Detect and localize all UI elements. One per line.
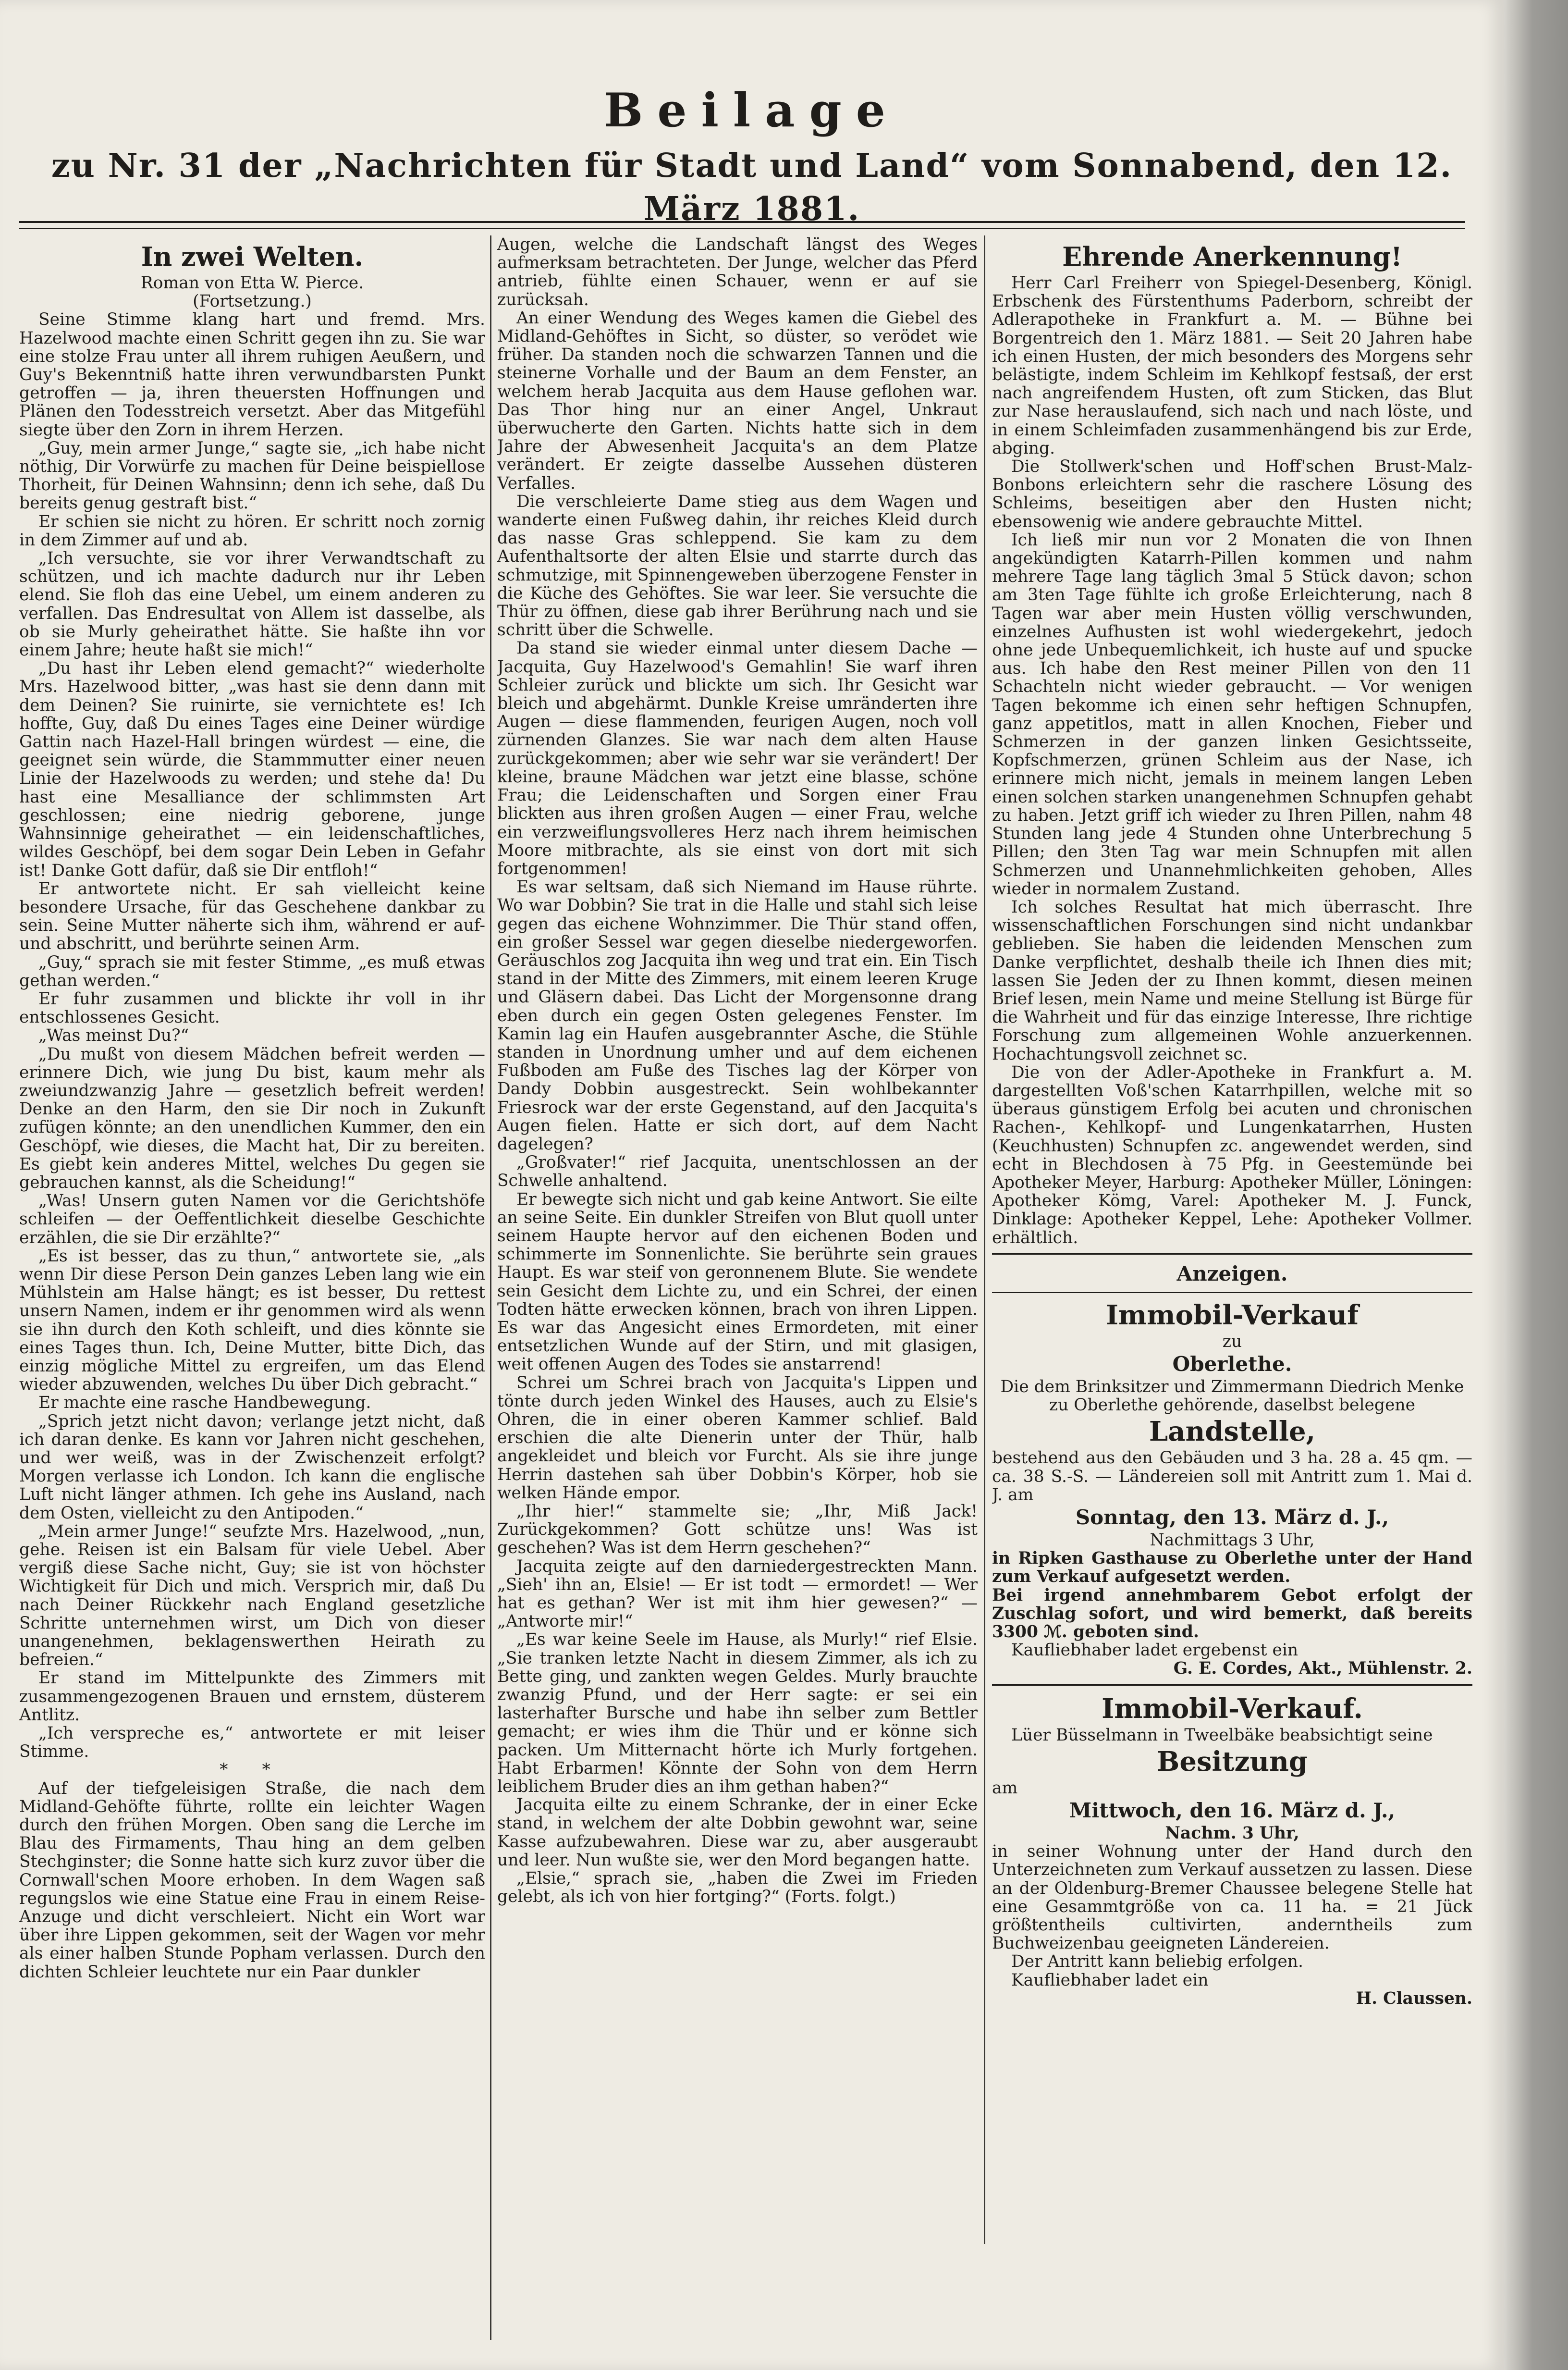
paragraph: „Was meinst Du?“ xyxy=(38,1026,189,1046)
ad1-date: Sonntag, den 13. März d. J., xyxy=(1075,1505,1389,1529)
header-rule xyxy=(19,221,1465,229)
paragraph: Die verschleierte Dame stieg aus dem Wagen und wanderte einen Fußweg dahin, ihr reiches Kleid durch das nasse Gras schleppend. Sie kam zu dem Aufenthaltsorte der alten Elsie und starrte durch das schmutzige, mit Spinnengeweben überzogene Fenster in die Küche des Gehöftes. Sie war leer. Sie versuchte die Thür zu öffnen, diese gab ihrer Berührung nach und sie schritt über die Schwelle. xyxy=(497,492,978,640)
ad1-time: Nachmittags 3 Uhr, xyxy=(1150,1530,1315,1550)
column-divider-2 xyxy=(984,235,985,2244)
paragraph: Herr Carl Freiherr von Spiegel-Desenberg, Königl. Erbschenk des Fürstenthums Paderborn, schreibt der Adlerapotheke in Frankfurt a. M. — Bühne bei Borgentreich den 1. März 1881. — Seit 20 Jahren habe ich einen Husten, der mich besonders des Morgens sehr belästigte, indem Schleim im Kehlkopf festsaß, der erst nach angreifendem Husten, oft zum Sticken, das Blut zur Nase herauslaufend, sich nach und nach löste, und in einem Schleimfaden zusammenhängend bis zur Erde, abging. xyxy=(992,273,1472,458)
ad2-text: Lüer Büsselmann in Tweelbäke beabsichtigt seine xyxy=(1011,1725,1433,1745)
ad2-text: Der Antritt kann beliebig erfolgen. xyxy=(1011,1952,1303,1972)
paragraph: „Du hast ihr Leben elend gemacht?“ wiederholte Mrs. Hazelwood bitter, „was hast sie denn dann mit dem Deinen? Sie ruinirte, sie vernichtete es! Ich hoffte, Guy, daß Du eines Tages eine Deiner würdige Gattin nach Hazel-Hall bringen würdest — eine, die geeignet sein würde, die Stammmutter einer neuen Linie der Hazelwoods zu werden; und stehe da! Du hast eine Mesalliance der schlimmsten Art geschlossen; eine niedrig geborene, junge Wahnsinnige geheirathet — ein leidenschaftliches, wildes Geschöpf, bei dem sogar Dein Leben in Gefahr ist! Danke Gott dafür, daß sie Dir entfloh!“ xyxy=(19,659,485,880)
ad1-text: bestehend aus den Gebäuden und 3 ha. 28 a. 45 qm. — ca. 38 S.-S. — Ländereien soll mit Antritt zum 1. Mai d. J. am xyxy=(992,1448,1472,1505)
ad2-text: in seiner Wohnung unter der Hand durch den Unterzeichneten zum Verkauf aussetzen zu lassen. Diese an der Oldenburg-Bremer Chaussee belegene Stelle hat eine Gesammtgröße von ca. 11 ha. = 21 Jück größtentheils cultivirten, anderntheils zum Buchweizenbau geeigneten Ländereien. xyxy=(992,1842,1472,1953)
ad2-text: Kaufliebhaber ladet ein xyxy=(1011,1970,1209,1990)
testimonial-title: Ehrende Anerkennung! xyxy=(1062,241,1402,272)
paragraph: Jacquita zeigte auf den darniedergestreckten Mann. „Sieh' ihn an, Elsie! — Er ist todt — ermordet! — Wer hat es gethan? Wer ist mit ihm hier gewesen?“ — „Antworte mir!“ xyxy=(497,1556,978,1631)
ad1-text: Kaufliebhaber ladet ergebenst ein xyxy=(1011,1641,1298,1660)
ad1-item: Landstelle, xyxy=(1149,1416,1316,1448)
paragraph: Er stand im Mittelpunkte des Zimmers mit zusammengezogenen Brauen und ernstem, düsterem Antlitz. xyxy=(19,1668,485,1725)
paragraph: Da stand sie wieder einmal unter diesem Dache — Jacquita, Guy Hazelwood's Gemahlin! Sie warf ihren Schleier zurück und blickte um sich. Ihr Gesicht war bleich und abgehärmt. Dunkle Kreise umränderten ihre Augen — diese flammenden, feurigen Augen, noch voll zürnenden Glanzes. Sie war nach dem alten Hause zurückgekommen; aber wie sehr war sie verändert! Der kleine, braune Mädchen war jetzt eine blasse, schöne Frau; die Leidenschaften und Sorgen einer Frau blickten aus ihren großen Augen — einer Frau, welche ein verzweiflungsvolleres Herz nach ihrem heimischen Moore mitbrachte, als sie einst von dort mit sich fortgenommen! xyxy=(497,639,978,878)
paragraph: „Großvater!“ rief Jacquita, unentschlossen an der Schwelle anhaltend. xyxy=(497,1153,978,1191)
paragraph: „Mein armer Junge!“ seufzte Mrs. Hazelwood, „nun, gehe. Reisen ist ein Balsam für viele Uebel. Aber vergiß diese Sache nicht, Guy; sie ist von höchster Wichtigkeit für Dich und mich. Versprich mir, daß Du nach Deiner Rückkehr nach England gesetzliche Schritte unternehmen wirst, um Dich von dieser unangenehmen, beklagenswerthen Heirath zu befreien.“ xyxy=(19,1521,485,1670)
page-edge xyxy=(1504,0,1568,2370)
ad2-item: Besitzung xyxy=(1156,1745,1308,1778)
novel-title: In zwei Welten. xyxy=(141,241,364,272)
paragraph: „Sprich jetzt nicht davon; verlange jetzt nicht, daß ich daran denke. Es kann vor Jahren nicht geschehen, und wer weiß, was in der Zwischenzeit erfolgt? Morgen verlasse ich London. Ich kann die englische Luft nicht länger athmen. Ich gehe ins Ausland, nach dem Osten, vielleicht zu den Antipoden.“ xyxy=(19,1411,485,1523)
ad2-date: Mittwoch, den 16. März d. J., xyxy=(1069,1799,1396,1823)
paragraph: Es war seltsam, daß sich Niemand im Hause rührte. Wo war Dobbin? Sie trat in die Halle und stahl sich leise gegen das eichene Wohnzimmer. Die Thür stand offen, ein großer Sessel war gegen dieselbe niedergeworfen. Geräuschlos zog Jacquita ihn weg und trat ein. Ein Tisch stand in der Mitte des Zimmers, mit einem leeren Kruge und Gläsern dabei. Das Licht der Morgensonne drang eben durch ein gegen Osten gelegenes Fenster. Im Kamin lag ein Haufen ausgebrannter Asche, die Stühle standen in Unordnung umher und auf dem eichenen Fußboden am Fuße des Tisches lag der Körper von Dandy Dobbin ausgestreckt. Sein wohlbekannter Friesrock war der erste Gegenstand, auf den Jacquita's Augen fielen. Hatte er sich dort, auf dem Nacht dagelegen? xyxy=(497,877,978,1154)
paragraph: Auf der tiefgeleisigen Straße, die nach dem Midland-Gehöfte führte, rollte ein leichter Wagen durch den frühen Morgen. Oben sang die Lerche im Blau des Firmaments, Thau hing an dem gelben Stechginster; die Sonne hatte sich kurz zuvor über die Cornwall'schen Moore erhoben. In dem Wagen saß regungslos wie eine Statue eine Frau in einem Reise-Anzuge und dicht verschleiert. Nicht ein Wort war über ihre Lippen gekommen, seit der Wagen vor mehr als einer halben Stunde Popham verlassen. Durch den dichten Schleier leuchtete nur ein Paar dunkler xyxy=(19,1778,485,1982)
paragraph: An einer Wendung des Weges kamen die Giebel des Midland-Gehöftes in Sicht, so düster, so verödet wie früher. Da standen noch die schwarzen Tannen und die steinerne Vorhalle und der Baum an dem Fenster, an welchem herab Jacquita aus dem Hause geflohen war. Das Thor hing nur an einer Angel, Unkraut überwucherte den Garten. Nichts hatte sich in dem Jahre der Abwesenheit Jacquita's an dem Platze verändert. Er zeigte dasselbe Aussehen düsteren Verfalles. xyxy=(497,308,978,493)
paragraph: „Es ist besser, das zu thun,“ antwortete sie, „als wenn Dir diese Person Dein ganzes Leben lang wie ein Mühlstein am Halse hängt; es ist besser, Du rettest unsern Namen, indem er ihr genommen wird als wenn sie ihn durch den Koth schleift, und dies könnte sie eines Tages thun. Ich, Deine Mutter, bitte Dich, das einzig mögliche Mittel zu ergreifen, um das Elend wieder abzuwenden, welches Du über Dich gebracht.“ xyxy=(19,1246,485,1395)
paragraph: „Guy,“ sprach sie mit fester Stimme, „es muß etwas gethan werden.“ xyxy=(19,952,485,990)
paragraph: Seine Stimme klang hart und fremd. Mrs. Hazelwood machte einen Schritt gegen ihn zu. Sie war eine stolze Frau unter all ihrem ruhigen Aeußern, und Guy's Bekenntniß hatte ihren verwundbarsten Punkt getroffen — ja, ihren theuersten Hoffnungen und Plänen den Todesstreich versetzt. Aber das Mitgefühl siegte über den Zorn in ihrem Herzen. xyxy=(19,310,485,440)
ad2-time: Nachm. 3 Uhr, xyxy=(1165,1824,1299,1843)
paragraph: Die Stollwerk'schen und Hoff'schen Brust-Malz-Bonbons erleichtern sehr die raschere Lösung des Schleims, beseitigen aber den Husten nicht; ebensowenig wie andere gebrauchte Mittel. xyxy=(992,457,1472,531)
ad1-signature: G. E. Cordes, Akt., Mühlenstr. 2. xyxy=(1173,1659,1472,1679)
paragraph: Ich ließ mir nun vor 2 Monaten die von Ihnen angekündigten Katarrh-Pillen kommen und nahm mehrere Tage lang täglich 3mal 5 Stück davon; schon am 3ten Tage fühlte ich große Erleichterung, nach 8 Tagen war aber mein Husten völlig verschwunden, einzelnes Aufhusten ist wohl wiedergekehrt, jedoch ohne jede Unbequemlichkeit, ich huste auf und spucke aus. Ich habe den Rest meiner Pillen von den 11 Schachteln nicht wieder gebraucht. — Vor wenigen Tagen bekomme ich einen sehr heftigen Schnupfen, ganz appetitlos, matt in allen Knochen, Fieber und Schmerzen in der ganzen linken Gesichtsseite, Kopfschmerzen, grünen Schleim aus der Nase, ich erinnere mich nicht, jemals in meinem langen Leben einen solchen starken unangenehmen Schnupfen gehabt zu haben. Jetzt griff ich wieder zu Ihren Pillen, nahm 48 Stunden lang jede 4 Stunden ohne Unterbrechung 5 Pillen; den 3ten Tag war mein Schnupfen mit allen Schmerzen und Unannehmlichkeiten gehoben, Alles wieder in normalem Zustand. xyxy=(992,530,1472,899)
supplement-subtitle: zu Nr. 31 der „Nachrichten für Stadt und Land“ vom Sonnabend, den 12. März 1881. xyxy=(51,147,1453,228)
ad1-text: in Ripken Gasthause zu Oberlethe unter der Hand zum Verkauf aufgesetzt werden. xyxy=(992,1549,1472,1587)
paragraph: „Ihr hier!“ stammelte sie; „Ihr, Miß Jack! Zurückgekommen? Gott schütze uns! Was ist geschehen? Was ist dem Herrn geschehen?“ xyxy=(497,1502,978,1558)
paragraph: „Ich verspreche es,“ antwortete er mit leiser Stimme. xyxy=(19,1724,485,1762)
column-divider-1 xyxy=(490,235,491,2340)
paragraph: Er antwortete nicht. Er sah vielleicht keine besondere Ursache, für das Geschehene dankbar zu sein. Seine Mutter näherte sich ihm, während er auf- und abschritt, und berührte seinen Arm. xyxy=(19,879,485,954)
ad1-text: Die dem Brinksitzer und Zimmermann Diedrich Menke zu Oberlethe gehörende, daselbst belegene xyxy=(1000,1377,1464,1415)
paragraph: „Guy, mein armer Junge,“ sagte sie, „ich habe nicht nöthig, Dir Vorwürfe zu machen für Deine beispiellose Thorheit, für Deinen Wahnsinn; denn ich sehe, daß Du bereits genug gestraft bist.“ xyxy=(19,438,485,513)
paragraph: „Elsie,“ sprach sie, „haben die Zwei im Frieden gelebt, als ich von hier fortging?“ (Forts. folgt.) xyxy=(497,1869,978,1907)
paragraph: Die von der Adler-Apotheke in Frankfurt a. M. dargestellten Voß'schen Katarrhpillen, welche mit so überaus günstigem Erfolg bei acuten und chronischen Rachen-, Kehlkopf- und Lungenkatarrhen, Husten (Keuchhusten) Schnupfen zc. angewendet werden, sind echt in Blechdosen à 75 Pfg. in Geestemünde bei Apotheker Meyer, Harburg: Apotheker Müller, Löningen: Apotheker Kömg, Varel: Apotheker M. J. Funck, Dinklage: Apotheker Keppel, Lehe: Apotheker Vollmer. erhältlich. xyxy=(992,1062,1472,1247)
paragraph: Er fuhr zusammen und blickte ihr voll in ihr entschlossenes Gesicht. xyxy=(19,989,485,1027)
page-header xyxy=(29,82,1475,231)
paragraph: „Es war keine Seele im Hause, als Murly!“ rief Elsie. „Sie tranken letzte Nacht in diesem Zimmer, als ich zu Bette ging, und zankten wegen Geldes. Murly brauchte zwanzig Pfund, und der Herr sagte: er sei ein lasterhafter Bursche und habe ihn selber zum Bettler gemacht; er wies ihm die Thür und er könne sich packen. Um Mitternacht hörte ich Murly fortgehen. Habt Erbarmen! Könnte der Sohn von dem Herrn leiblichem Bruder dies an ihm gethan haben?“ xyxy=(497,1630,978,1797)
paragraph: Jacquita eilte zu einem Schranke, der in einer Ecke stand, in welchem der alte Dobbin gewohnt war, seine Kasse aufzubewahren. Diese war zu, aber ausgeraubt und leer. Nun wußte sie, wer den Mord begangen hatte. xyxy=(497,1795,978,1870)
section-rule xyxy=(992,1292,1472,1293)
section-break: * * xyxy=(220,1760,285,1780)
paragraph: Schrei um Schrei brach von Jacquita's Lippen und tönte durch jeden Winkel des Hauses, auch zu Elsie's Ohren, die in einer oberen Kammer schlief. Bald erschien die alte Dienerin unter der Thür, halb angekleidet und bleich vor Furcht. Als sie ihre junge Herrin dastehen sah über Dobbin's Körper, hob sie welken Hände empor. xyxy=(497,1373,978,1503)
paragraph: Er machte eine rasche Handbewegung. xyxy=(38,1393,371,1413)
ad1-place: Oberlethe. xyxy=(1172,1352,1292,1376)
column-serial-novel xyxy=(19,235,485,2335)
paragraph: Er bewegte sich nicht und gab keine Antwort. Sie eilte an seine Seite. Ein dunkler Streifen von Blut quoll unter seinem Haupte hervor auf den eichenen Boden und schimmerte im Sonnenlichte. Sie berührte sein graues Haupt. Es war steif von geronnenem Blute. Sie wendete sein Gesicht dem Lichte zu, und ein Schrei, der einen Todten hätte erwecken können, brach von ihren Lippen. Es war das Angesicht eines Ermordeten, mit einer entsetzlichen Wunde auf der Stirn, und mit glasigen, weit offenen Augen des Todes sie anstarrend! xyxy=(497,1189,978,1374)
ad1-title: Immobil-Verkauf xyxy=(1105,1299,1359,1331)
paragraph: „Ich versuchte, sie vor ihrer Verwandtschaft zu schützen, und ich machte dadurch nur ihr Leben elend. Sie floh das eine Uebel, um einem anderen zu verfallen. Das Endresultat von Allem ist dasselbe, als ob sie Murly geheirathet hätte. Sie haßte ihn vor einem Jahre; heute haßt sie mich!“ xyxy=(19,549,485,660)
column-advertisements xyxy=(992,235,1472,2278)
paragraph: „Du mußt von diesem Mädchen befreit werden — erinnere Dich, wie jung Du bist, kaum mehr als zweiundzwanzig Jahre — gesetzlich befreit werden! Denke an den Harm, den sie Dir noch in Zukunft zufügen könnte; an den unendlichen Kummer, den ein Geschöpf, wie dieses, die Macht hat, Dir zu bereiten. Es giebt kein anderes Mittel, welches Du gegen sie gebrauchen kannst, als die Scheidung!“ xyxy=(19,1044,485,1192)
paragraph: „Was! Unsern guten Namen vor die Gerichtshöfe schleifen — der Oeffentlichkeit dieselbe Geschichte erzählen, die sie Dir erzählte?“ xyxy=(19,1191,485,1247)
section-rule xyxy=(992,1253,1472,1255)
supplement-title: Beilage xyxy=(604,83,900,137)
ads-heading: Anzeigen. xyxy=(1176,1261,1288,1285)
ad1-text: Bei irgend annehmbarem Gebot erfolgt der Zuschlag sofort, und wird bemerkt, daß bereits 3300 ℳ. geboten sind. xyxy=(992,1585,1472,1642)
ad2-signature: H. Claussen. xyxy=(1356,1988,1472,2008)
ad1-zu: zu xyxy=(1222,1332,1242,1351)
paragraph: Augen, welche die Landschaft längst des Weges aufmerksam betrachteten. Der Junge, welcher das Pferd antrieb, fühlte einen Schauer, wenn er auf sie zurücksah. xyxy=(497,235,978,309)
paragraph: Er schien sie nicht zu hören. Er schritt noch zornig in dem Zimmer auf und ab. xyxy=(19,512,485,550)
section-rule xyxy=(992,1684,1472,1686)
paragraph: Ich solches Resultat hat mich überrascht. Ihre wissenschaftlichen Forschungen sind nicht undankbar geblieben. Sie haben die leidenden Menschen zum Danke verpflichtet, deshalb theile ich Ihnen dies mit; lassen Sie Jeden der zu Ihnen kommt, diesen meinen Brief lesen, mein Name und meine Stellung ist Bürge für die Wahrheit und für das einzige Interesse, Ihre richtige Forschung zum allgemeinen Wohle anzuerkennen. Hochachtungsvoll zeichnet sc. xyxy=(992,897,1472,1064)
ad2-title: Immobil-Verkauf. xyxy=(1102,1692,1363,1725)
ad2-am: am xyxy=(992,1778,1018,1798)
column-serial-continued xyxy=(497,235,978,2230)
novel-continuation: (Fortsetzung.) xyxy=(193,292,312,311)
novel-byline: Roman von Etta W. Pierce. xyxy=(140,273,364,293)
